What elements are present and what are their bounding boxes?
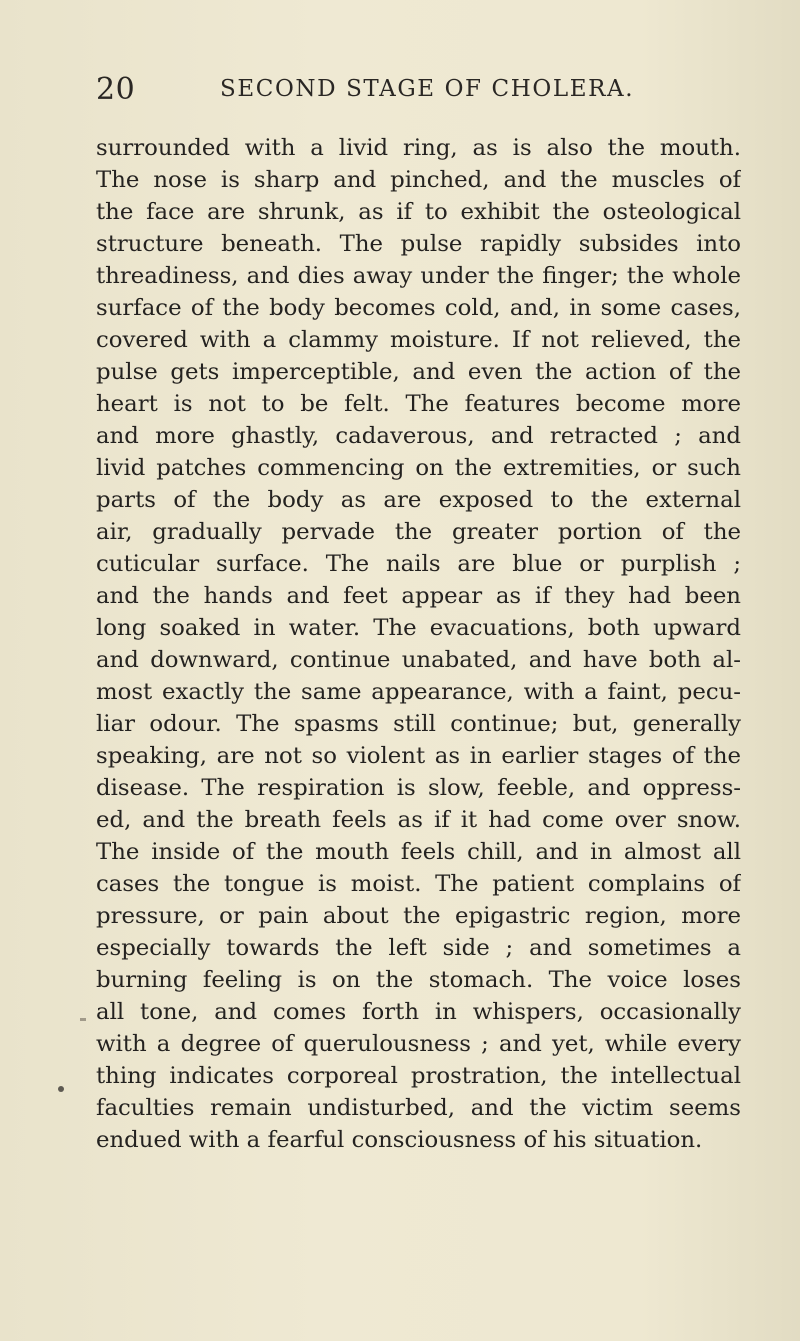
text-line: speaking, are not so violent as in earlier stages of the bbox=[96, 743, 741, 769]
text-line: with a degree of querulousness ; and yet, while every bbox=[96, 1031, 741, 1057]
text-line: The nose is sharp and pinched, and the muscles of bbox=[96, 167, 741, 193]
text-line: faculties remain undisturbed, and the victim seems bbox=[96, 1095, 741, 1121]
text-line: ed, and the breath feels as if it had come over snow. bbox=[96, 807, 741, 833]
text-line: The inside of the mouth feels chill, and in almost all bbox=[96, 839, 741, 865]
text-line: parts of the body as are exposed to the external bbox=[96, 487, 741, 513]
text-line: structure beneath. The pulse rapidly subsides into bbox=[96, 231, 741, 257]
page-header bbox=[96, 72, 756, 112]
text-line: and more ghastly, cadaverous, and retracted ; and bbox=[96, 423, 741, 449]
text-line: air, gradually pervade the greater portion of the bbox=[96, 519, 741, 545]
text-line: disease. The respiration is slow, feeble, and oppress- bbox=[96, 775, 741, 801]
text-line: and downward, continue unabated, and have both al- bbox=[96, 647, 741, 673]
text-line: thing indicates corporeal prostration, the intellectual bbox=[96, 1063, 741, 1089]
page-number: 20 bbox=[96, 72, 136, 107]
text-line: endued with a fearful consciousness of his situation. bbox=[96, 1127, 703, 1153]
ink-dot bbox=[58, 1086, 64, 1092]
running-head: SECOND STAGE OF CHOLERA. bbox=[220, 76, 635, 102]
text-line: all tone, and comes forth in whispers, occasionally bbox=[96, 999, 741, 1025]
text-line: livid patches commencing on the extremities, or such bbox=[96, 455, 741, 481]
text-line: burning feeling is on the stomach. The voice loses bbox=[96, 967, 741, 993]
text-line: especially towards the left side ; and sometimes a bbox=[96, 935, 741, 961]
text-line: cases the tongue is moist. The patient complains of bbox=[96, 871, 741, 897]
text-line: heart is not to be felt. The features become more bbox=[96, 391, 741, 417]
text-line: and the hands and feet appear as if they had been bbox=[96, 583, 741, 609]
text-line: cuticular surface. The nails are blue or purplish ; bbox=[96, 551, 741, 577]
text-line: long soaked in water. The evacuations, both upward bbox=[96, 615, 741, 641]
print-mark bbox=[80, 1018, 86, 1021]
text-line: most exactly the same appearance, with a faint, pecu- bbox=[96, 679, 741, 705]
text-line: surrounded with a livid ring, as is also the mouth. bbox=[96, 135, 741, 161]
body-text bbox=[96, 132, 741, 1156]
text-line: pressure, or pain about the epigastric region, more bbox=[96, 903, 741, 929]
text-line: threadiness, and dies away under the finger; the whole bbox=[96, 263, 741, 289]
text-line: covered with a clammy moisture. If not relieved, the bbox=[96, 327, 741, 353]
text-line: surface of the body becomes cold, and, in some cases, bbox=[96, 295, 741, 321]
text-line: the face are shrunk, as if to exhibit the osteological bbox=[96, 199, 741, 225]
text-line: liar odour. The spasms still continue; but, generally bbox=[96, 711, 741, 737]
text-line: pulse gets imperceptible, and even the action of the bbox=[96, 359, 741, 385]
